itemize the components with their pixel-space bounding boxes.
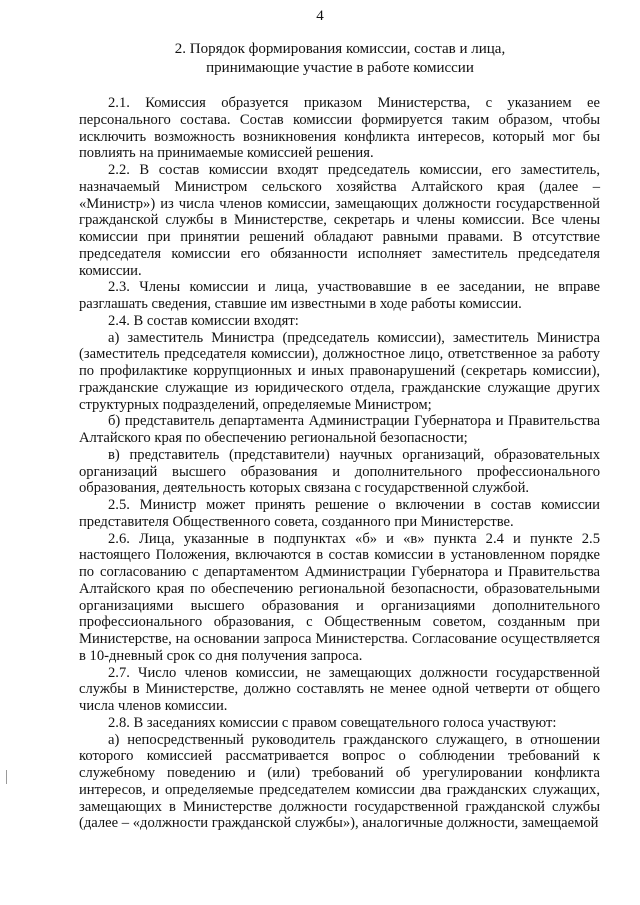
section-title-line-1: 2. Порядок формирования комиссии, состав и лица, [174, 41, 506, 57]
paragraph-2-3: 2.3. Члены комиссии и лица, участвовавшие в ее заседании, не вправе разглашать сведения, ставшие им известными в ходе работы комиссии. [79, 279, 600, 312]
paragraph-2-8: 2.8. В заседаниях комиссии с правом совещательного голоса участвуют: [108, 714, 557, 731]
section-title [80, 40, 600, 78]
page-number: 4 [316, 8, 324, 24]
paragraph-2-4-a: а) заместитель Министра (председатель комиссии), заместитель Министра (заместитель председателя комиссии), должностное лицо, ответственное за работу по профилактике коррупционных и иных правонарушений (секретарь комиссии), гражданские служащие из юридического отдела, гражданские служащие других структурных подразделений, определяемые Министром; [79, 329, 600, 413]
document-body [79, 95, 600, 832]
paragraph-2-6: 2.6. Лица, указанные в подпунктах «б» и «в» пункта 2.4 и пункте 2.5 настоящего Положения, включаются в состав комиссии в установленном порядке по согласованию с департаментом Администрации Губернатора и Правительства Алтайского края по обеспечению региональной безопасности, образовательными организациями высшего образования и организациями дополнительного профессионального образования, с Общественным советом, созданным при Министерстве, на основании запроса Министерства. Согласование осуществляется в 10-дневный срок со дня получения запроса. [79, 530, 600, 664]
paragraph-2-1: 2.1. Комиссия образуется приказом Министерства, с указанием ее персонального состава. Состав комиссии формируется таким образом, чтобы исключить возможность возникновения конфликта интересов, который мог бы повлиять на принимаемые комиссией решения. [79, 95, 600, 162]
paragraph-2-4: 2.4. В состав комиссии входят: [108, 312, 299, 329]
section-title-line-2: принимающие участие в работе комиссии [206, 60, 474, 76]
paragraph-2-8-a: а) непосредственный руководитель гражданского служащего, в отношении которого комиссией рассматривается вопрос о соблюдении требований к служебному поведению и (или) требований об урегулировании конфликта интересов, и определяемые председателем комиссии два гражданских служащих, замещающих в Министерстве должности государственной гражданской службы (далее – «должности гражданской службы»), аналогичные должности, замещаемой [79, 731, 600, 832]
paragraph-2-7: 2.7. Число членов комиссии, не замещающих должности государственной службы в Министерстве, должно составлять не менее одной четверти от общего числа членов комиссии. [79, 664, 600, 714]
paragraph-2-5: 2.5. Министр может принять решение о включении в состав комиссии представителя Общественного совета, созданного при Министерстве. [79, 497, 600, 530]
paragraph-2-4-b: б) представитель департамента Администрации Губернатора и Правительства Алтайского края по обеспечению региональной безопасности; [79, 413, 600, 446]
scan-margin-mark [6, 770, 7, 784]
paragraph-2-4-v: в) представитель (представители) научных организаций, образовательных организаций высшего образования и дополнительного профессионального образования, деятельность которых связана с государственной службой. [79, 446, 600, 497]
paragraph-2-2: 2.2. В состав комиссии входят председатель комиссии, его заместитель, назначаемый Министром сельского хозяйства Алтайского края (далее – «Министр») из числа членов комиссии, замещающих должности государственной гражданской службы в Министерстве, секретарь и члены комиссии. Все члены комиссии при принятии решений обладают равными правами. В отсутствие председателя комиссии его обязанности исполняет заместитель председателя комиссии. [79, 162, 600, 279]
